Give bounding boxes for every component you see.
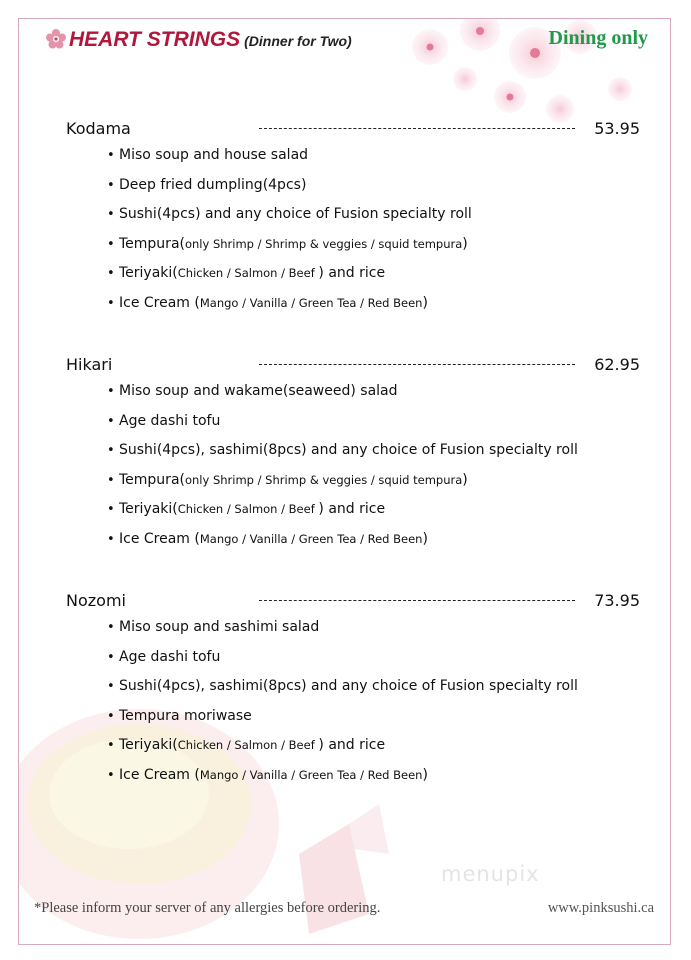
item-list — [66, 141, 646, 318]
list-item: • Teriyaki(Chicken / Salmon / Beef ) and rice — [66, 731, 646, 761]
menu-title-text: HEART STRINGS — [69, 28, 241, 51]
section-name: Kodama — [66, 119, 131, 138]
list-item: • Sushi(4pcs) and any choice of Fusion specialty roll — [66, 200, 646, 230]
list-item: • Tempura(only Shrimp / Shrimp & veggies / squid tempura) — [66, 230, 646, 260]
section-name: Nozomi — [66, 591, 126, 610]
list-item: • Miso soup and sashimi salad — [66, 613, 646, 643]
menu-page — [18, 18, 671, 945]
section-price: 73.95 — [594, 591, 640, 610]
menu-title — [69, 28, 352, 52]
list-item: • Tempura moriwase — [66, 702, 646, 732]
list-item: • Ice Cream (Mango / Vanilla / Green Tea / Red Been) — [66, 761, 646, 791]
allergy-note: *Please inform your server of any allergies before ordering. — [34, 900, 381, 916]
website-link[interactable]: www.pinksushi.ca — [547, 900, 654, 916]
item-list — [66, 377, 646, 554]
leader-dashes — [259, 600, 575, 601]
menu-section-kodama — [66, 119, 646, 318]
menu-subtitle: (Dinner for Two) — [244, 33, 352, 49]
list-item: • Deep fried dumpling(4pcs) — [66, 171, 646, 201]
menu-section-nozomi — [66, 591, 646, 790]
list-item: • Miso soup and house salad — [66, 141, 646, 171]
item-list — [66, 613, 646, 790]
list-item: • Miso soup and wakame(seaweed) salad — [66, 377, 646, 407]
section-name: Hikari — [66, 355, 113, 374]
list-item: • Tempura(only Shrimp / Shrimp & veggies / squid tempura) — [66, 466, 646, 496]
leader-dashes — [259, 128, 575, 129]
list-item: • Ice Cream (Mango / Vanilla / Green Tea / Red Been) — [66, 525, 646, 555]
menu-section-hikari — [66, 355, 646, 554]
list-item: • Ice Cream (Mango / Vanilla / Green Tea / Red Been) — [66, 289, 646, 319]
section-price: 62.95 — [594, 355, 640, 374]
section-header — [66, 355, 646, 377]
section-price: 53.95 — [594, 119, 640, 138]
list-item: • Age dashi tofu — [66, 407, 646, 437]
section-header — [66, 119, 646, 141]
menupix-watermark: menupix — [441, 862, 540, 886]
leader-dashes — [259, 364, 575, 365]
list-item: • Age dashi tofu — [66, 643, 646, 673]
list-item: • Teriyaki(Chicken / Salmon / Beef ) and rice — [66, 495, 646, 525]
dining-only-label: Dining only — [548, 27, 648, 49]
list-item: • Teriyaki(Chicken / Salmon / Beef ) and rice — [66, 259, 646, 289]
section-header — [66, 591, 646, 613]
sakura-logo-icon — [45, 28, 67, 50]
list-item: • Sushi(4pcs), sashimi(8pcs) and any choice of Fusion specialty roll — [66, 672, 646, 702]
list-item: • Sushi(4pcs), sashimi(8pcs) and any choice of Fusion specialty roll — [66, 436, 646, 466]
